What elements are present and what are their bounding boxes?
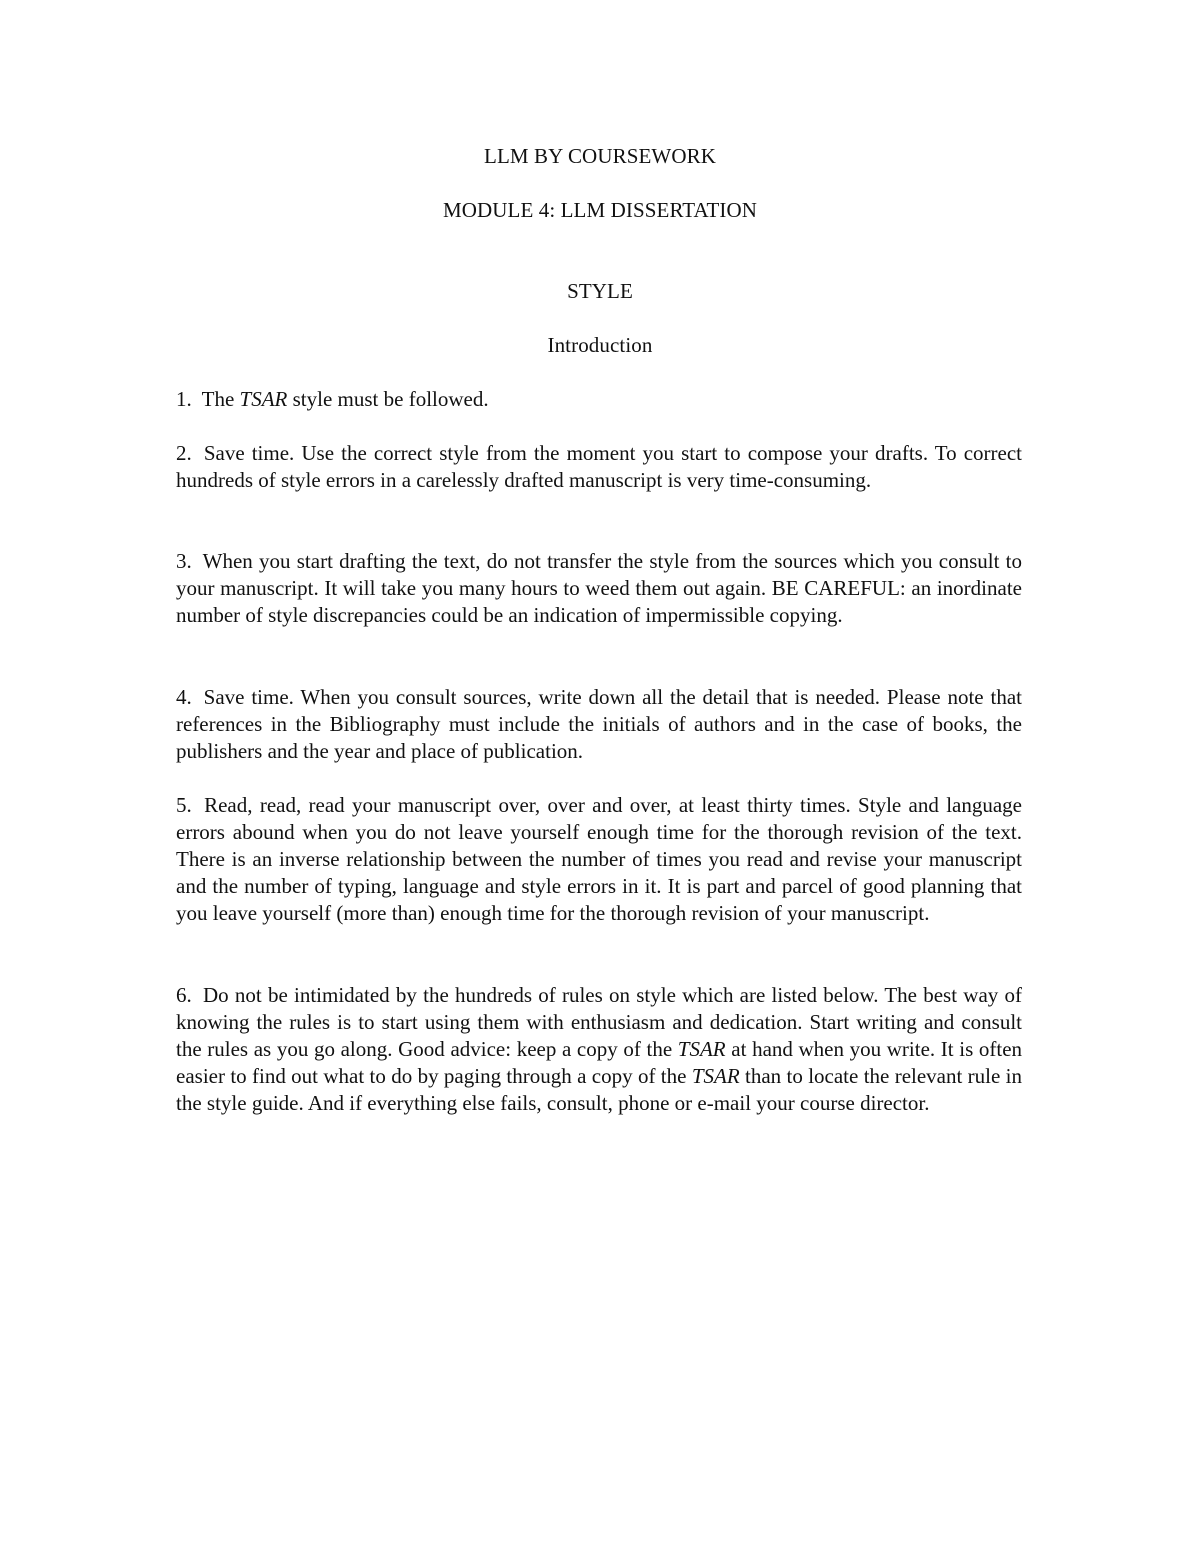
module-title: MODULE 4: LLM DISSERTATION <box>442 198 758 222</box>
paragraph-4 <box>176 684 1022 765</box>
paragraph-text: than to locate the relevant rule in the style guide. And if everything else fails, consult, phone or e-mail your course director. <box>176 1064 1023 1115</box>
paragraph-text: at hand when you write. It is often easier to find out what to do by paging through a copy of the <box>176 1037 1023 1088</box>
italic-term: TSAR <box>239 387 288 411</box>
paragraph-number: 4. <box>176 685 192 709</box>
paragraph-text: The <box>201 387 235 411</box>
paragraph-number: 5. <box>176 793 192 817</box>
paragraph-text: When you start drafting the text, do not transfer the style from the sources which you consult to your manuscript. It will take you many hours to weed them out again. BE CAREFUL: an inordinate number of style discrepancies could be an indication of impermissible copying. <box>176 549 1022 627</box>
paragraph-number: 1. <box>176 387 192 411</box>
paragraph-number: 2. <box>176 441 192 465</box>
paragraph-1 <box>176 386 1022 413</box>
section-heading: STYLE <box>567 279 633 303</box>
paragraph-text: Save time. When you consult sources, write down all the detail that is needed. Please note that references in the Bibliography must include the initials of authors and in the case of books, the publishers and the year and place of publication. <box>176 685 1023 763</box>
italic-term: TSAR <box>677 1037 726 1061</box>
paragraph-6 <box>176 982 1022 1117</box>
paragraph-text: Do not be intimidated by the hundreds of rules on style which are listed below. The best way of knowing the rules is to start using them with enthusiasm and dedication. Start writing and consult the rules as you go along. Good advice: keep a copy of the <box>176 983 1022 1061</box>
italic-term: TSAR <box>691 1064 740 1088</box>
paragraph-number: 6. <box>176 983 192 1007</box>
paragraph-5 <box>176 792 1022 927</box>
paragraph-3 <box>176 548 1022 629</box>
paragraph-text: style must be followed. <box>292 387 489 411</box>
paragraph-text: Save time. Use the correct style from the moment you start to compose your drafts. To correct hundreds of style errors in a carelessly drafted manuscript is very time-consuming. <box>176 441 1022 492</box>
document-title: LLM BY COURSEWORK <box>484 144 716 168</box>
paragraph-number: 3. <box>176 549 192 573</box>
paragraph-2 <box>176 440 1022 494</box>
paragraph-text: Read, read, read your manuscript over, over and over, at least thirty times. Style and language errors abound when you do not leave yourself enough time for the thorough revision of the text. There is an inverse relationship between the number of times you read and revise your manuscript and the number of typing, language and style errors in it. It is part and parcel of good planning that you leave yourself (more than) enough time for the thorough revision of your manuscript. <box>176 793 1023 925</box>
subsection-heading: Introduction <box>547 333 653 357</box>
